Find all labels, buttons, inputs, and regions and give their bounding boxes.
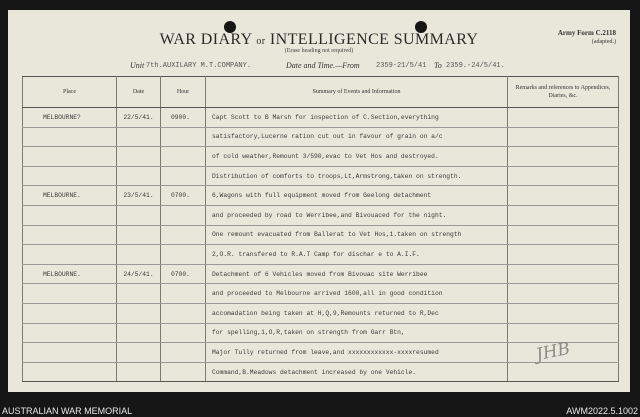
cell-date [117, 362, 161, 382]
cell-place [23, 166, 117, 186]
unit-line [8, 61, 630, 73]
cell-hour: 0700. [161, 264, 206, 284]
cell-remarks [508, 264, 619, 284]
table-row [23, 186, 619, 206]
table-body [23, 108, 619, 382]
cell-date: 23/5/41. [117, 186, 161, 206]
cell-date [117, 343, 161, 363]
column-header-remarks: Remarks and references to Appendices, Diaries, &c. [508, 77, 619, 108]
cell-remarks [508, 127, 619, 147]
footer-accession-number: AWM2022.5.1002 [566, 406, 638, 416]
cell-place [23, 147, 117, 167]
form-number: Army Form C.2118 (adapted.) [557, 29, 616, 45]
unit-value: 7th.AUXILARY M.T.COMPANY. [146, 62, 252, 70]
cell-remarks [508, 147, 619, 167]
to-value: 2359.-24/5/41. [446, 62, 505, 70]
table-row [23, 343, 619, 363]
table-row [23, 166, 619, 186]
cell-hour [161, 166, 206, 186]
table-row [23, 108, 619, 128]
cell-date [117, 323, 161, 343]
cell-hour [161, 205, 206, 225]
cell-hour [161, 127, 206, 147]
column-header-date: Date [117, 77, 161, 108]
cell-summary: for spelling,1,O,R,taken on strength from Garr Btn, [206, 323, 508, 343]
cell-date [117, 166, 161, 186]
cell-date [117, 303, 161, 323]
cell-summary: 2,O.R. transfered to R.A.T Camp for dischar e to A.I.F. [206, 245, 508, 265]
date-time-label: Date and Time.—From [286, 61, 360, 70]
cell-date: 24/5/41. [117, 264, 161, 284]
table-row [23, 323, 619, 343]
cell-date: 22/5/41. [117, 108, 161, 128]
cell-summary: Capt Scott to B Marsh for inspection of C.Section,everything [206, 108, 508, 128]
cell-place [23, 205, 117, 225]
cell-place [23, 127, 117, 147]
cell-summary: and proceeded to Melbourne arrived 1600,all in good condition [206, 284, 508, 304]
cell-hour [161, 362, 206, 382]
cell-remarks [508, 205, 619, 225]
cell-date [117, 245, 161, 265]
diary-page [8, 10, 630, 392]
cell-place [23, 323, 117, 343]
cell-hour: 0900. [161, 108, 206, 128]
table-row [23, 127, 619, 147]
cell-hour [161, 225, 206, 245]
table-row [23, 303, 619, 323]
cell-summary: Command,B.Meadows detachment increased by one Vehicle. [206, 362, 508, 382]
footer-archive-name: AUSTRALIAN WAR MEMORIAL [2, 406, 133, 416]
cell-summary: Distribution of comforts to troops,Lt,Armstrong,taken on strength. [206, 166, 508, 186]
column-header-summary: Summary of Events and Information [206, 77, 508, 108]
cell-date [117, 225, 161, 245]
table-row [23, 225, 619, 245]
table-row [23, 284, 619, 304]
cell-place [23, 225, 117, 245]
cell-summary: Detachment of 6 Vehicles moved from Bivouac site Werribee [206, 264, 508, 284]
cell-remarks [508, 245, 619, 265]
to-label: To [434, 61, 442, 70]
table-row [23, 245, 619, 265]
cell-place [23, 343, 117, 363]
cell-date [117, 284, 161, 304]
cell-hour [161, 343, 206, 363]
cell-date [117, 205, 161, 225]
cell-remarks [508, 303, 619, 323]
cell-hour [161, 284, 206, 304]
from-value: 2359-21/5/41 [376, 62, 427, 70]
cell-remarks [508, 186, 619, 206]
table-row [23, 362, 619, 382]
cell-place [23, 303, 117, 323]
cell-remarks [508, 225, 619, 245]
column-header-hour: Hour [161, 77, 206, 108]
cell-place: MELBOURNE? [23, 108, 117, 128]
signature: JHB [534, 338, 572, 366]
cell-hour [161, 303, 206, 323]
table-row [23, 264, 619, 284]
cell-place [23, 362, 117, 382]
cell-place: MELBOURNE. [23, 186, 117, 206]
cell-remarks [508, 284, 619, 304]
cell-place: MELBOURNE. [23, 264, 117, 284]
table-row [23, 147, 619, 167]
cell-hour [161, 245, 206, 265]
cell-summary: of cold weather,Remount 3/590,evac to Vet Hos and destroyed. [206, 147, 508, 167]
cell-summary: satisfactory,Lucerne ration cut out in favour of grain on a/c [206, 127, 508, 147]
cell-summary: Major Tully returned from leave,and xxxxxxxxxxxx-xxxxresumed [206, 343, 508, 363]
cell-summary: One remount evacuated from Ballerat to Vet Hos,1.taken on strength [206, 225, 508, 245]
cell-summary: and proceeded by road to Werribee,and Bivouaced for the night. [206, 205, 508, 225]
column-header-place: Place [23, 77, 117, 108]
cell-hour [161, 323, 206, 343]
cell-summary: 6,Wagons with full equipment moved from Geelong detachment [206, 186, 508, 206]
cell-hour: 0700. [161, 186, 206, 206]
cell-hour [161, 147, 206, 167]
cell-date [117, 127, 161, 147]
table-row [23, 205, 619, 225]
cell-place [23, 284, 117, 304]
cell-remarks [508, 108, 619, 128]
cell-remarks [508, 166, 619, 186]
cell-place [23, 245, 117, 265]
cell-remarks [508, 362, 619, 382]
unit-label: Unit [130, 61, 145, 70]
cell-date [117, 147, 161, 167]
diary-table [22, 76, 619, 382]
table-header-row [23, 77, 619, 108]
page-subtitle: (Erase heading not required) [284, 48, 354, 54]
page-title: WAR DIARY or INTELLIGENCE SUMMARY [159, 31, 479, 48]
cell-summary: accomadation being taken at H,Q,9,Remounts returned to R,Dec [206, 303, 508, 323]
